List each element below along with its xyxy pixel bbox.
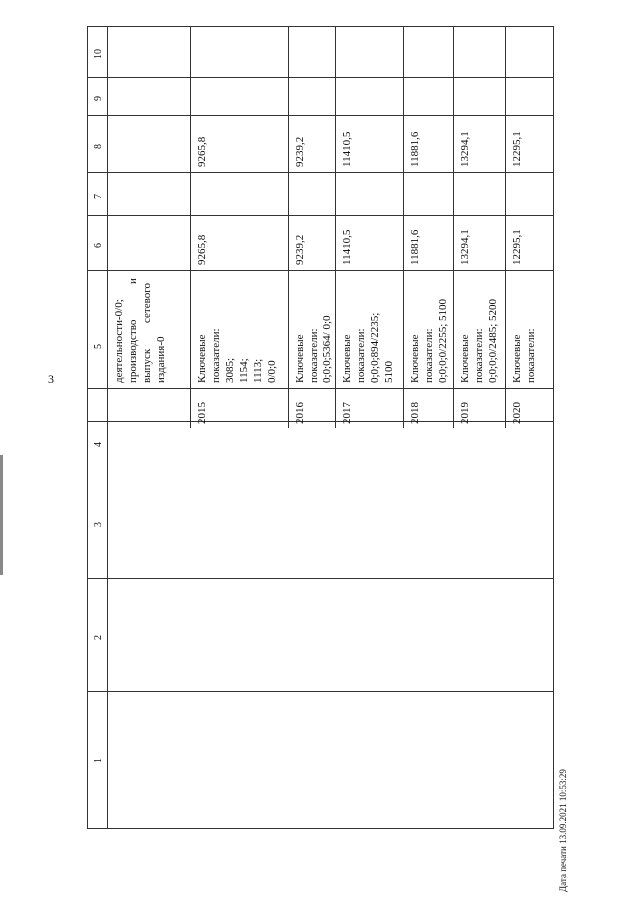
row-2015-indicator-4: 1154; [238, 358, 250, 383]
continuation-line-4: выпуск [141, 348, 153, 383]
year-column-divider [190, 388, 554, 389]
row-2020-col6: 12295,1 [511, 229, 523, 265]
col-boundary-2-3 [87, 578, 554, 579]
row-boundary-c [335, 26, 336, 428]
header-col-7: 7 [93, 194, 104, 199]
continuation-line-6: издания-0 [155, 336, 167, 383]
row-boundary-a [190, 26, 191, 428]
continuation-line-3: и [127, 278, 139, 284]
page-number: 3 [48, 372, 54, 386]
row-2018-indicator-1: Ключевые [409, 334, 421, 383]
row-2019-indicator-1: Ключевые [459, 334, 471, 383]
row-2015-col6: 9265,8 [196, 234, 208, 265]
row-2019-indicator-2: показатели: [473, 328, 485, 383]
row-2015-indicator-1: Ключевые [196, 334, 208, 383]
row-2020-year: 2020 [511, 402, 523, 424]
row-2018-indicator-3: 0;0;0;0/2255; 5100 [437, 298, 449, 383]
row-2018-indicator-2: показатели: [423, 328, 435, 383]
table-border-left [87, 26, 88, 829]
row-2017-indicator-3: 0;0;0;894/2235; [369, 312, 381, 383]
row-2015-indicator-2: показатели: [210, 328, 222, 383]
row-boundary-f [505, 26, 506, 428]
row-boundary-d [403, 26, 404, 428]
header-col-3: 3 [93, 522, 104, 527]
header-col-4: 4 [93, 442, 104, 447]
row-2018-year: 2018 [409, 402, 421, 424]
header-separator [107, 26, 108, 829]
row-boundary-e [453, 26, 454, 428]
col-boundary-8-9 [87, 115, 554, 116]
row-2020-col8: 12295,1 [511, 131, 523, 167]
row-2016-indicator-1: Ключевые [294, 334, 306, 383]
continuation-line-2: производство [127, 319, 139, 383]
col-boundary-5-6 [87, 270, 554, 271]
row-2019-indicator-3: 0;0;0;0/2485; 5200 [487, 298, 499, 383]
col-boundary-1-2 [87, 691, 554, 692]
row-2018-col6: 11881,6 [409, 229, 421, 265]
row-2015-year: 2015 [196, 402, 208, 424]
row-2017-year: 2017 [341, 402, 353, 424]
continuation-line-5: сетевого [141, 283, 153, 323]
row-2017-indicator-4: 5100 [383, 361, 395, 383]
header-col-2: 2 [93, 635, 104, 640]
row-2019-col6: 13294,1 [459, 229, 471, 265]
header-col-10: 10 [93, 49, 104, 59]
table-border-bottom [87, 828, 554, 829]
header-col-6: 6 [93, 243, 104, 248]
row-2015-indicator-5: 1113; [252, 358, 264, 383]
row-2016-col6: 9239,2 [294, 234, 306, 265]
col-boundary-3-4 [87, 421, 554, 422]
col-boundary-7-8 [87, 172, 554, 173]
row-2015-indicator-3: 3085; [224, 357, 236, 383]
row-2016-indicator-3: 0;0;0;5364/ 0;0 [321, 315, 333, 383]
row-2015-indicator-6: 0/0;0 [266, 360, 278, 383]
row-boundary-b [288, 26, 289, 428]
header-col-9: 9 [93, 96, 104, 101]
row-2018-col8: 11881,6 [409, 131, 421, 167]
col-boundary-9-10 [87, 77, 554, 78]
row-2017-indicator-2: показатели: [355, 328, 367, 383]
row-2016-col8: 9239,2 [294, 136, 306, 167]
header-col-5: 5 [93, 344, 104, 349]
row-2016-year: 2016 [294, 402, 306, 424]
row-2020-indicator-2: показатели: [525, 328, 537, 383]
row-2015-col8: 9265,8 [196, 136, 208, 167]
row-2019-col8: 13294,1 [459, 131, 471, 167]
continuation-line-1: деятельности-0/0; [113, 299, 125, 383]
header-col-1: 1 [93, 758, 104, 763]
header-col-8: 8 [93, 144, 104, 149]
col-boundary-6-7 [87, 215, 554, 216]
row-2020-indicator-1: Ключевые [511, 334, 523, 383]
row-2017-col8: 11410,5 [341, 131, 353, 167]
row-2017-indicator-1: Ключевые [341, 334, 353, 383]
table-border-right [553, 26, 554, 829]
row-2016-indicator-2: показатели: [308, 328, 320, 383]
row-2019-year: 2019 [459, 402, 471, 424]
row-2017-col6: 11410,5 [341, 229, 353, 265]
table-border-top [87, 26, 554, 27]
print-date: Дата печати 13.09.2021 10:53:29 [558, 769, 568, 892]
